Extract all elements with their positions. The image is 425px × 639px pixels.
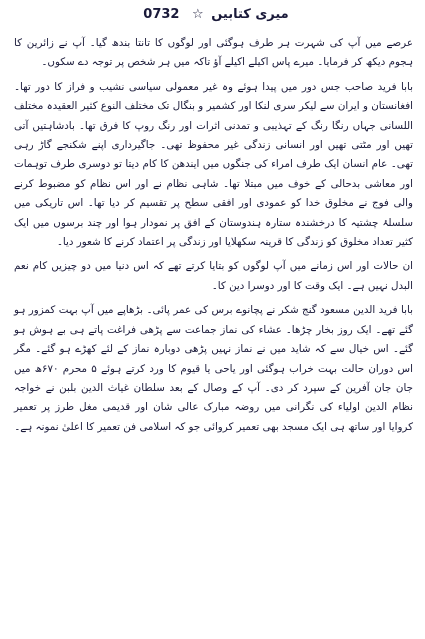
paragraph: ان حالات اور اس زمانے میں آپ لوگوں کو بتایا کرتے تھے کہ اس دنیا میں دو چیزیں کام نعم البدل نہیں ہے۔ ایک وقت کا اور دوسرا دین کا۔: [14, 260, 413, 292]
star-icon: ☆: [192, 7, 204, 22]
paragraph: بابا فرید صاحب جس دور میں پیدا ہوئے وہ غیر معمولی سیاسی نشیب و فراز کا دور تھا۔ افغانستان و ایران سے لیکر سری لنکا اور کشمیر و بنگال تک مختلف النوع کثیر العقیدہ مختلف اللسانی جہاں رنگا رنگ کے تہذیبی و تمدنی اثرات اور رنگ روپ کا فرق تھا۔ بادشاہتیں آتی تھیں اور مٹتی تھیں اور انسانی زندگی غیر محفوظ تھی۔ جاگیرداری اپنے شکنجے گاڑ رہی تھی۔ عام انسان ایک طرف امراء کی جنگوں میں ایندھن کا کام دیتا تو دوسری طرف توہمات اور معاشی بدحالی کے خوف میں مبتلا تھا۔ شاہی نظام نے اور اس نظام کو مضبوط کرنے والی فوج نے مخلوق خدا کو عمودی اور افقی سطح پر تقسیم کر دیا تھا۔ اس تاریکی میں سلسلۂ چشتیہ کا درخشندہ ستارہ ہندوستان کے افق پر نمودار ہوا اور چند برسوں میں ایک کثیر تعداد مخلوق کو زندگی کا قرینہ سکھلایا اور زندگی پر اعتماد کرنے کا شعور دیا۔: [14, 80, 413, 249]
page-header: [14, 6, 413, 24]
header-number: 0732: [143, 7, 180, 22]
paragraph: عرصے میں آپ کی شہرت ہر طرف ہوگئی اور لوگوں کا تانتا بندھ گیا۔ آپ نے زائرین کا ہجوم دیکھ کر فرمایا۔ میرے پاس اکیلے اکیلے آؤ تاکہ میں ہر شخص پر توجہ دے سکوں۔: [14, 37, 413, 69]
paragraph: بابا فرید الدین مسعود گنج شکر نے پچانوے برس کی عمر پائی۔ بڑھاپے میں آپ بہت کمزور ہو گئے تھے۔ ایک روز بخار چڑھا۔ عشاء کی نماز جماعت سے پڑھی فراغت پاتے ہی بے ہوش ہو گئے۔ اس خیال سے کہ شاید میں نے نماز نہیں پڑھی دوبارہ نماز کے لئے کھڑے ہو گئے۔ مگر اس دوران حالت بہت خراب ہوگئی اور یاحی یا قیوم کا ورد کرتے ہوئے ۵ محرم ۶۷۰ھ میں جان جان آفرین کے سپرد کر دی۔ آپ کے وصال کے بعد سلطان غیاث الدین بلبن نے خواجہ نظام الدین اولیاء کی نگرانی میں روضہ مبارک عالی شان اور قدیمی مغل طرز پر تعمیر کروایا اور ساتھ ہی ایک مسجد بھی تعمیر کروائی جو کہ اسلامی فن تعمیر کا اعلیٰ نمونہ ہے۔: [14, 304, 413, 433]
document-body: [14, 34, 413, 437]
header-title: میری کتابیں: [211, 7, 289, 22]
